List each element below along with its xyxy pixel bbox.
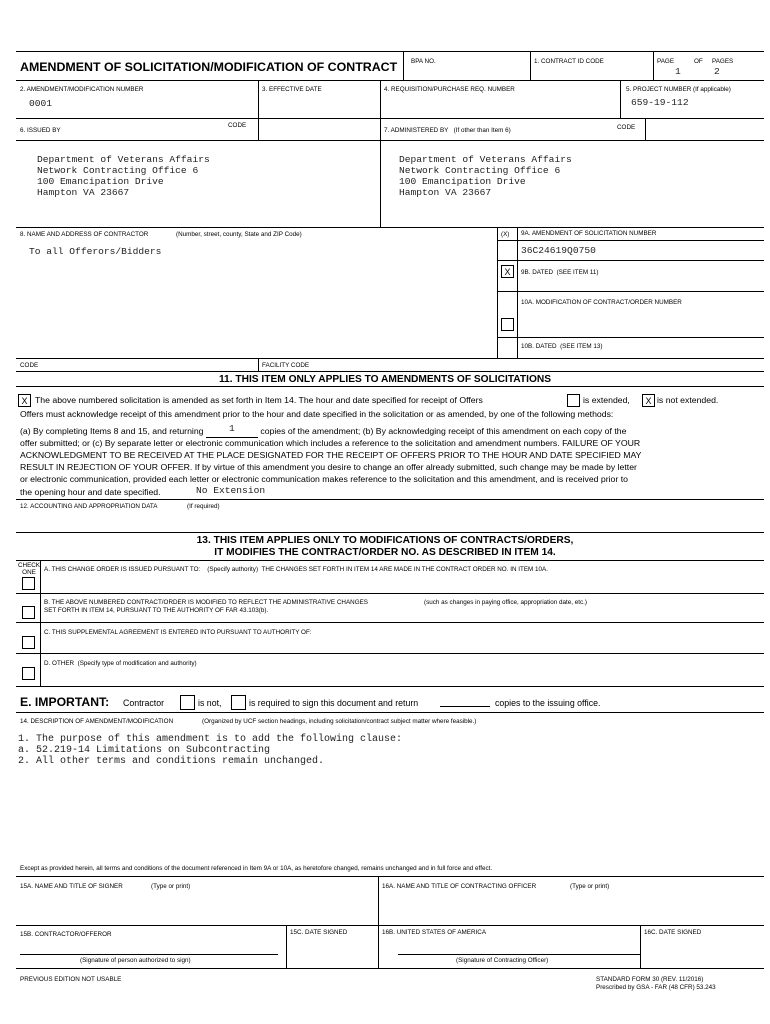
signature-officer-caption: (Signature of Contracting Officer) xyxy=(456,957,549,964)
description-line: 2. All other terms and conditions remain unchanged. xyxy=(18,756,325,767)
item13-title-line2: IT MODIFIES THE CONTRACT/ORDER NO. AS DESCRIBED IN ITEM 14. xyxy=(214,547,556,558)
administered-by-label xyxy=(384,127,511,134)
option-a-rest: THE CHANGES SET FORTH IN ITEM 14 ARE MADE IN THE CONTRACT ORDER NO. IN ITEM 10A. xyxy=(261,566,548,573)
administered-by-note: (If other than Item 6) xyxy=(453,127,511,134)
contractor-value[interactable]: To all Offerors/Bidders xyxy=(29,246,162,257)
important-contractor: Contractor xyxy=(123,698,165,708)
admin-address-line: 100 Emancipation Drive xyxy=(399,176,526,187)
item11-line6: RESULT IN REJECTION OF YOUR OFFER. If by virtue of this amendment you desire to change an offer already submitted, such change may be made by letter xyxy=(20,462,637,472)
pages-label: PAGES xyxy=(712,58,734,65)
description-line: 1. The purpose of this amendment is to add the following clause: xyxy=(18,734,403,745)
amendment-number-value[interactable]: 0001 xyxy=(29,98,53,109)
facility-code-label: FACILITY CODE xyxy=(262,362,310,369)
page-label: PAGE xyxy=(657,58,675,65)
item11-line3b: copies of the amendment; (b) By acknowledging receipt of this amendment on each copy of the xyxy=(260,426,627,436)
not-extended-checkbox[interactable]: X xyxy=(642,394,655,407)
admin-address-line: Network Contracting Office 6 xyxy=(399,165,561,176)
option-a-text xyxy=(44,566,548,573)
extended-label: is extended, xyxy=(583,395,630,405)
option-a-checkbox[interactable] xyxy=(22,577,35,590)
option-c-text: C. THIS SUPPLEMENTAL AGREEMENT IS ENTERED INTO PURSUANT TO AUTHORITY OF: xyxy=(44,629,312,636)
copies-field[interactable] xyxy=(206,423,258,438)
option-d-note: (Specify type of modification and authority) xyxy=(77,660,197,667)
admin-address-line: Department of Veterans Affairs xyxy=(399,154,572,165)
project-number-label: 5. PROJECT NUMBER (If applicable) xyxy=(626,86,731,93)
issued-address-line: Network Contracting Office 6 xyxy=(37,165,199,176)
amendment-9a-value[interactable]: 36C24619Q0750 xyxy=(521,245,596,256)
x-column-label: (X) xyxy=(501,231,510,238)
prescribed-by-label: Prescribed by GSA - FAR (48 CFR) 53.243 xyxy=(596,984,716,991)
is-required-checkbox[interactable] xyxy=(231,695,246,710)
description-line: a. 52.219-14 Limitations on Subcontracting xyxy=(18,745,271,756)
pages-value: 2 xyxy=(714,66,720,77)
amendment-9a-label: 9A. AMENDMENT OF SOLICITATION NUMBER xyxy=(521,230,657,237)
admin-code-label: CODE xyxy=(617,124,636,131)
item11-line7: or electronic communication, provided each letter or electronic communication makes reference to the solicitation and this amendment, and is received prior to xyxy=(20,474,628,484)
extended-checkbox[interactable] xyxy=(567,394,580,407)
option-b-text1: B. THE ABOVE NUMBERED CONTRACT/ORDER IS MODIFIED TO REFLECT THE ADMINISTRATIVE CHANGES xyxy=(44,599,368,606)
option-b-checkbox[interactable] xyxy=(22,606,35,619)
form-title: AMENDMENT OF SOLICITATION/MODIFICATION OF CONTRACT xyxy=(20,60,398,74)
amendment-number-label: 2. AMENDMENT/MODIFICATION NUMBER xyxy=(20,86,144,93)
item11-line3a: (a) By completing Items 8 and 15, and returning xyxy=(20,426,204,436)
date-16c-label: 16C. DATE SIGNED xyxy=(644,929,702,936)
page-value: 1 xyxy=(675,66,681,77)
dated-10b-text: 10B. DATED xyxy=(521,343,557,350)
except-text: Except as provided herein, all terms and conditions of the document referenced in Item 9A or 10A, as heretofore changed, remains unchanged and in full force and effect. xyxy=(20,865,493,872)
issued-address-line: Hampton VA 23667 xyxy=(37,187,130,198)
option-d-checkbox[interactable] xyxy=(22,667,35,680)
option-b-note: (such as changes in paying office, appropriation date, etc.) xyxy=(424,599,588,606)
previous-edition-note: PREVIOUS EDITION NOT USABLE xyxy=(20,976,122,983)
item11-line8: the opening hour and date specified. xyxy=(20,487,161,497)
issued-address-line: Department of Veterans Affairs xyxy=(37,154,210,165)
item11-line2: Offers must acknowledge receipt of this amendment prior to the hour and date specified in the solicitation or as amended, by one of the following methods: xyxy=(20,409,614,419)
copies-return-blank[interactable] xyxy=(440,706,490,707)
signature-person-caption: (Signature of person authorized to sign) xyxy=(80,957,191,964)
item13-title-line1: 13. THIS ITEM APPLIES ONLY TO MODIFICATIONS OF CONTRACTS/ORDERS, xyxy=(196,535,574,546)
administered-by-text: 7. ADMINISTERED BY xyxy=(384,127,449,134)
mod-10a-label: 10A. MODIFICATION OF CONTRACT/ORDER NUMBER xyxy=(521,299,682,306)
item-10-checkbox[interactable] xyxy=(501,318,514,331)
contractor-signature-field[interactable] xyxy=(20,940,278,954)
admin-address xyxy=(399,154,572,198)
bpa-label: BPA NO. xyxy=(411,58,436,65)
option-b-text2: SET FORTH IN ITEM 14, PURSUANT TO THE AUTHORITY OF FAR 43.103(b). xyxy=(44,607,269,614)
amended-checkbox[interactable]: X xyxy=(18,394,31,407)
option-a-label: A. THIS CHANGE ORDER IS ISSUED PURSUANT TO: xyxy=(44,566,201,573)
dated-9b-note: (SEE ITEM 11) xyxy=(556,269,599,276)
date-15c-label: 15C. DATE SIGNED xyxy=(290,929,348,936)
usa-label: 16B. UNITED STATES OF AMERICA xyxy=(382,929,487,936)
project-number-value[interactable]: 659-19-112 xyxy=(631,97,689,108)
option-c-checkbox[interactable] xyxy=(22,636,35,649)
standard-form-label: STANDARD FORM 30 (REV. 11/2016) xyxy=(596,976,704,983)
extension-value[interactable]: No Extension xyxy=(196,485,266,496)
issued-address xyxy=(37,154,210,198)
contractor-offeror-label: 15B. CONTRACTOR/OFFEROR xyxy=(20,931,112,938)
officer-label: 16A. NAME AND TITLE OF CONTRACTING OFFICER xyxy=(382,883,537,890)
option-d-label: D. OTHER xyxy=(44,660,75,667)
dated-10b-note: (SEE ITEM 13) xyxy=(560,343,603,350)
of-label: OF xyxy=(694,58,703,65)
contract-id-label: 1. CONTRACT ID CODE xyxy=(534,58,604,65)
dated-9b-text: 9B. DATED xyxy=(521,269,554,276)
signer-note: (Type or print) xyxy=(151,883,191,890)
signer-label: 15A. NAME AND TITLE OF SIGNER xyxy=(20,883,123,890)
officer-note: (Type or print) xyxy=(570,883,610,890)
issued-code-label: CODE xyxy=(228,122,247,129)
code-label: CODE xyxy=(20,362,39,369)
item11-line1: The above numbered solicitation is amended as set forth in Item 14. The hour and date specified for receipt of Offers xyxy=(35,395,483,405)
option-a-note: (Specify authority) xyxy=(207,566,259,573)
item13-title xyxy=(0,535,770,559)
copies-return-text: copies to the issuing office. xyxy=(495,698,601,708)
important-label: E. IMPORTANT: xyxy=(20,695,110,709)
check-label-2: ONE xyxy=(22,569,36,576)
not-extended-label: is not extended. xyxy=(657,395,719,405)
issued-by-label: 6. ISSUED BY xyxy=(20,127,61,134)
accounting-label: 12. ACCOUNTING AND APPROPRIATION DATA xyxy=(20,503,158,510)
issued-address-line: 100 Emancipation Drive xyxy=(37,176,164,187)
is-required-text: is required to sign this document and return xyxy=(249,698,419,708)
item-9-checkbox[interactable]: X xyxy=(501,265,514,278)
check-one-label xyxy=(17,562,41,576)
dated-9b-label xyxy=(521,269,598,276)
is-not-checkbox[interactable] xyxy=(180,695,195,710)
effective-date-label: 3. EFFECTIVE DATE xyxy=(262,86,322,93)
item11-title: 11. THIS ITEM ONLY APPLIES TO AMENDMENTS OF SOLICITATIONS xyxy=(218,374,552,385)
item11-line3 xyxy=(20,423,627,438)
contractor-label: 8. NAME AND ADDRESS OF CONTRACTOR xyxy=(20,231,149,238)
description-label: 14. DESCRIPTION OF AMENDMENT/MODIFICATION xyxy=(20,718,174,725)
item11-line5: ACKNOWLEDGMENT TO BE RECEIVED AT THE PLACE DESIGNATED FOR THE RECEIPT OF OFFERS PRIOR TO THE HOUR AND DATE SPECIFIED MAY xyxy=(20,450,642,460)
admin-address-line: Hampton VA 23667 xyxy=(399,187,492,198)
description-note: (Organized by UCF section headings, including solicitation/contract subject matter where feasible.) xyxy=(202,718,477,725)
description-body[interactable] xyxy=(18,734,402,767)
dated-10b-label xyxy=(521,343,602,350)
item11-line4: offer submitted; or (c) By separate letter or electronic communication which includes a reference to the solicitation and amendment numbers. FAILURE OF YOUR xyxy=(20,438,641,448)
option-d-text xyxy=(44,660,197,667)
is-not-label: is not, xyxy=(198,698,222,708)
check-label-1: CHECK xyxy=(17,562,41,569)
copies-value: 1 xyxy=(229,423,235,434)
accounting-note: (If required) xyxy=(187,503,220,510)
requisition-label: 4. REQUISITION/PURCHASE REQ. NUMBER xyxy=(384,86,515,93)
officer-signature-field[interactable] xyxy=(398,940,640,954)
contractor-note: (Number, street, county, State and ZIP Code) xyxy=(176,231,302,238)
